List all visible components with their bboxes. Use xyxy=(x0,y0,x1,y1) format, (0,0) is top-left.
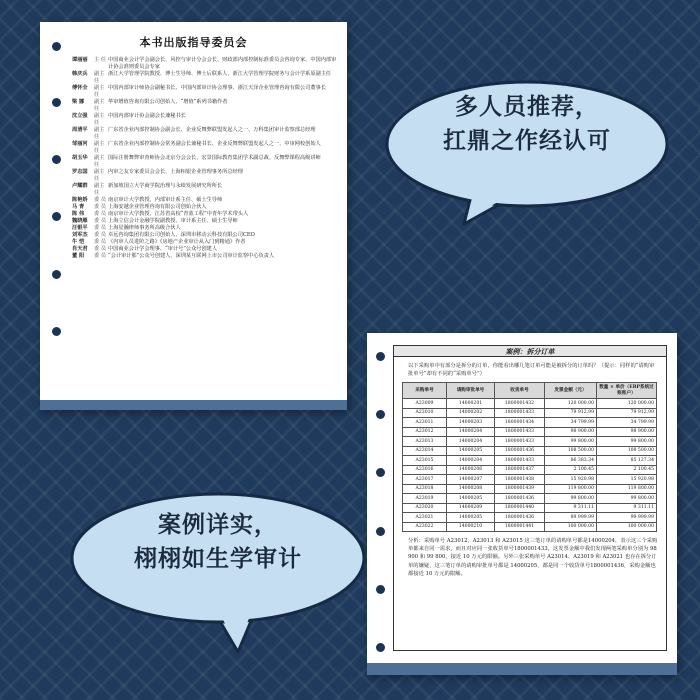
member-role: 委 员 xyxy=(94,197,107,203)
table-cell: A23016 xyxy=(403,465,447,475)
table-cell: 99 800.00 xyxy=(597,494,657,504)
member-desc: 南京审计大学教授、江苏省高校“青蓝工程”中青年学术带头人 xyxy=(108,211,249,217)
binder-hole xyxy=(376,527,385,536)
member-name: 傅怀全 xyxy=(72,85,88,91)
member-role: 副主任 xyxy=(94,183,105,196)
table-cell: 1800001433 xyxy=(495,408,545,418)
table-cell: A23022 xyxy=(403,522,447,532)
table-header-cell: 采购单号 xyxy=(403,383,447,399)
table-cell: 14000205 xyxy=(447,494,495,504)
table-cell: 14000201 xyxy=(447,399,495,409)
member-desc: 中国商业会计学会副会长、风控与审计分会会长、财政部内部控制标准委员会咨询专家、中国内部审计协会准则委员会专家 xyxy=(108,57,337,70)
member-role: 副主任 xyxy=(94,141,105,154)
committee-member xyxy=(72,211,339,218)
member-name: 梁 娜 xyxy=(72,99,85,105)
committee-member xyxy=(72,232,339,239)
member-role: 委 员 xyxy=(94,246,107,252)
binder-hole xyxy=(52,270,61,279)
member-name: 刘军杰 xyxy=(72,232,88,238)
table-cell: A23018 xyxy=(403,484,447,494)
member-desc: 上海安越企业管理咨询有限公司创始合伙人 xyxy=(108,204,207,210)
table-cell: 119 800.00 xyxy=(597,484,657,494)
table-cell: 14000208 xyxy=(447,484,495,494)
table-cell: 120 000.00 xyxy=(545,399,597,409)
committee-member xyxy=(72,127,339,141)
table-cell: 1800001436 xyxy=(495,513,545,523)
table-cell: 1800001437 xyxy=(495,465,545,475)
binder-hole xyxy=(52,212,61,221)
table-cell: 34 799.99 xyxy=(597,418,657,428)
member-desc: 卓远咨询集团有限公司创始人、深圳市移动云科技有限公司CEO xyxy=(108,232,255,238)
table-header-cell: 收货单号 xyxy=(495,383,545,399)
table-row xyxy=(403,503,657,513)
table-cell: 99 800.00 xyxy=(597,437,657,447)
member-name: 马 青 xyxy=(72,204,85,210)
member-desc: 中国内部审计协会副会长兼秘书长 xyxy=(108,113,186,119)
member-name: 陈 伟 xyxy=(72,211,85,217)
member-desc: “会计审计那”公众号创建人、深圳某互联网上市公司审计监察中心负责人 xyxy=(108,253,275,259)
table-cell: 2 100.45 xyxy=(545,465,597,475)
table-row xyxy=(403,456,657,466)
table-cell: 14000207 xyxy=(447,475,495,485)
committee-member xyxy=(72,204,339,211)
table-cell: 99 999.99 xyxy=(597,513,657,523)
table-cell: 120 000.00 xyxy=(597,399,657,409)
table-cell: 86 383.34 xyxy=(545,456,597,466)
member-role: 副主任 xyxy=(94,99,105,112)
committee-member-list xyxy=(72,57,339,260)
table-cell: 14000206 xyxy=(447,465,495,475)
member-desc: 中国商业会计学会理事、“审计号”公众号创建人 xyxy=(108,246,218,252)
case-frame xyxy=(393,345,667,651)
purchase-order-table xyxy=(402,382,657,532)
table-cell: 1800001432 xyxy=(495,399,545,409)
member-role: 委 员 xyxy=(94,232,107,238)
case-header: 案例：拆分订单 xyxy=(394,346,666,357)
member-role: 副主任 xyxy=(94,113,105,126)
member-role: 委 员 xyxy=(94,239,107,245)
table-cell: 1800001441 xyxy=(495,522,545,532)
member-name: 罗志国 xyxy=(72,169,88,175)
table-cell: A23020 xyxy=(403,503,447,513)
committee-member xyxy=(72,218,339,225)
committee-member xyxy=(72,155,339,169)
speech-bubble-cases xyxy=(68,490,368,660)
table-cell: 2 100.45 xyxy=(597,465,657,475)
case-question: 以下采购单中有部分是拆分的订单，你能看出哪几笔订单可能是被拆分的订单吗？（提示：同样的“请购审批单号”却有不同的“采购单号”） xyxy=(408,363,655,377)
table-row xyxy=(403,475,657,485)
committee-member xyxy=(72,246,339,253)
table-cell: 14000209 xyxy=(447,503,495,513)
member-name: 胡玉华 xyxy=(72,155,88,161)
member-role: 副主任 xyxy=(94,155,105,168)
binder-hole xyxy=(52,155,61,164)
member-desc: 浙江大学管理学院教授、博士生导师、博士后联系人、浙江大学管理学院财务与会计学系原副主任 xyxy=(108,71,332,77)
member-name: 汪银平 xyxy=(72,225,88,231)
member-role: 委 员 xyxy=(94,204,107,210)
table-cell: A23011 xyxy=(403,418,447,428)
member-desc: 《内审人员进阶之路》《房地产企业审计从入门到精通》作者 xyxy=(108,239,246,245)
bubble-line-1: 案例详实， xyxy=(158,512,278,538)
committee-member xyxy=(72,71,339,85)
speech-bubble-recommendation xyxy=(382,78,672,228)
committee-member xyxy=(72,183,339,197)
committee-member xyxy=(72,197,339,204)
table-cell: 100 000.00 xyxy=(597,522,657,532)
table-cell: 9 311.11 xyxy=(597,503,657,513)
member-desc: 南京审计大学教授、内部审计系主任、硕士生导师 xyxy=(108,197,223,203)
member-name: 肖天君 xyxy=(72,246,88,252)
table-cell: A23010 xyxy=(403,408,447,418)
member-name: 韩庆兵 xyxy=(72,71,88,77)
table-cell: 1800001433 xyxy=(495,456,545,466)
table-cell: 14000210 xyxy=(447,522,495,532)
table-header-cell: 发票金额（元） xyxy=(545,383,597,399)
table-row xyxy=(403,513,657,523)
table-cell: 1800001440 xyxy=(495,503,545,513)
bubble-line-1: 多人员推荐， xyxy=(455,94,599,120)
member-desc: 华审增值咨询有限公司创始人、“增值”系列书籍作者 xyxy=(108,99,228,105)
table-cell: A23021 xyxy=(403,513,447,523)
table-row xyxy=(403,446,657,456)
table-cell: 14000205 xyxy=(447,446,495,456)
table-cell: 1800001434 xyxy=(495,418,545,428)
committee-member xyxy=(72,225,339,232)
committee-member xyxy=(72,239,339,246)
table-cell: 14000203 xyxy=(447,418,495,428)
committee-member xyxy=(72,85,339,99)
table-cell: 15 920.98 xyxy=(545,475,597,485)
table-row xyxy=(403,427,657,437)
table-cell: 1800001438 xyxy=(495,475,545,485)
committee-member xyxy=(72,141,339,155)
member-desc: 上海星瀚律师事务所高级合伙人 xyxy=(108,225,181,231)
table-cell: A23017 xyxy=(403,475,447,485)
table-cell: 99 800.00 xyxy=(545,494,597,504)
binder-hole xyxy=(376,643,385,652)
table-cell: 89 999.99 xyxy=(545,513,597,523)
table-cell: 108 500.00 xyxy=(545,446,597,456)
binder-hole xyxy=(376,468,385,477)
binder-hole xyxy=(52,327,61,336)
member-name: 陈艳娇 xyxy=(72,197,88,203)
table-cell: 34 799.99 xyxy=(545,418,597,428)
table-row xyxy=(403,408,657,418)
table-cell: A23013 xyxy=(403,437,447,447)
table-row xyxy=(403,494,657,504)
table-row xyxy=(403,418,657,428)
member-desc: 国际注册舞弊审查师协会北京分会会长、宏景国际教育集团学术副总裁、反舞弊课程高级讲师 xyxy=(108,155,321,161)
table-cell: 1800001436 xyxy=(495,494,545,504)
bubble-line-2: 扛鼎之作经认可 xyxy=(443,128,611,154)
member-name: 邹丽河 xyxy=(72,141,88,147)
committee-page xyxy=(40,22,347,410)
member-name: 卢耀群 xyxy=(72,183,88,189)
member-role: 委 员 xyxy=(94,225,107,231)
member-desc: 内审之友专家委员会会长、上海栢银企业管理事务所总经理 xyxy=(108,169,243,175)
table-cell: 79 912.99 xyxy=(545,408,597,418)
member-desc: 广东省企业内部控制协会常务副会长兼秘书长、企业反舞弊联盟发起人之一、中审网校创始人 xyxy=(108,141,321,147)
member-role: 委 员 xyxy=(94,253,107,259)
binder-hole xyxy=(52,42,61,51)
table-cell: 100 000.00 xyxy=(545,522,597,532)
bubble-line-2: 栩栩如生学审计 xyxy=(134,546,302,572)
member-desc: 广东省企业内部控制协会副会长、企业反舞弊联盟发起人之一、万科集团审计监察部总经理 xyxy=(108,127,316,133)
table-cell: 9 311.11 xyxy=(545,503,597,513)
table-cell: 98 900.00 xyxy=(597,427,657,437)
table-cell: 119 800.00 xyxy=(545,484,597,494)
table-cell: A23012 xyxy=(403,427,447,437)
case-analysis: 分析：采购单号 A23012、A23013 和 A23015 这三笔订单的请购单号都是14000204，表示这三个采购单都来自同一需求，而且对应同一张收货单号1800001433，这发票金额中我们发现两笔采购单分别为 98 900 和 99 800，接近 10 万元的限额。另外三张采购单号 A23014、A23019 和 A23021 也存在拆分订单的嫌疑，这三笔订单的请购审批单号都是 14000205，都是同一个收货单号1800001436，采购金额也都接近 10 万元的限额。 xyxy=(408,538,658,577)
table-row xyxy=(403,484,657,494)
committee-member xyxy=(72,169,339,183)
table-cell: 85 127.34 xyxy=(597,456,657,466)
member-role: 委 员 xyxy=(94,218,107,224)
table-row xyxy=(403,399,657,409)
table-row xyxy=(403,437,657,447)
case-page xyxy=(367,333,677,675)
member-name: 沈立强 xyxy=(72,113,88,119)
binder-hole xyxy=(52,98,61,107)
member-name: 谭丽丽 xyxy=(72,57,88,63)
table-row xyxy=(403,522,657,532)
table-header-cell: 请购审批单号 xyxy=(447,383,495,399)
table-cell: 14000202 xyxy=(447,408,495,418)
member-role: 主 任 xyxy=(94,57,107,63)
table-cell: A23019 xyxy=(403,494,447,504)
table-cell: 15 920.98 xyxy=(597,475,657,485)
member-desc: 新加坡国立大学商学院治理与永续发展研究所所长 xyxy=(108,183,223,189)
binder-hole xyxy=(376,585,385,594)
member-role: 副主任 xyxy=(94,169,105,182)
member-name: 魏晓雁 xyxy=(72,218,88,224)
table-cell: 99 800.00 xyxy=(545,437,597,447)
table-cell: 1800001433 xyxy=(495,437,545,447)
table-cell: 108 500.00 xyxy=(597,446,657,456)
table-cell: 14000205 xyxy=(447,513,495,523)
binder-hole xyxy=(376,352,385,361)
binder-hole xyxy=(376,410,385,419)
table-cell: A23014 xyxy=(403,446,447,456)
member-name: 周清平 xyxy=(72,127,88,133)
member-role: 副主任 xyxy=(94,85,105,98)
member-name: 牛 恺 xyxy=(72,239,85,245)
table-header-cell: 数量 × 单价（ERP系统过账账户） xyxy=(597,383,657,399)
member-role: 副主任 xyxy=(94,71,105,84)
member-role: 副主任 xyxy=(94,127,105,140)
committee-member xyxy=(72,57,339,71)
table-cell: A23015 xyxy=(403,456,447,466)
table-cell: 14000204 xyxy=(447,456,495,466)
member-desc: 上海立信会计金融学院副教授、审计系主任、硕士生导师 xyxy=(108,218,238,224)
committee-member xyxy=(72,99,339,113)
table-cell: 1800001439 xyxy=(495,484,545,494)
member-name: 董 阳 xyxy=(72,253,85,259)
table-cell: 1800001433 xyxy=(495,427,545,437)
table-cell: 14000204 xyxy=(447,427,495,437)
member-desc: 中国内部审计师协会副秘书长、中国内部审计协会理事、浙江天泽企业管理咨询有限公司董事长 xyxy=(108,85,326,91)
committee-member xyxy=(72,113,339,127)
table-cell: 98 900.00 xyxy=(545,427,597,437)
table-cell: 14000204 xyxy=(447,437,495,447)
committee-title: 本书出版指导委员会 xyxy=(139,36,248,49)
table-cell: 79 912.99 xyxy=(597,408,657,418)
table-cell: 1800001436 xyxy=(495,446,545,456)
table-cell: A23009 xyxy=(403,399,447,409)
committee-member xyxy=(72,253,339,260)
member-role: 委 员 xyxy=(94,211,107,217)
table-row xyxy=(403,465,657,475)
